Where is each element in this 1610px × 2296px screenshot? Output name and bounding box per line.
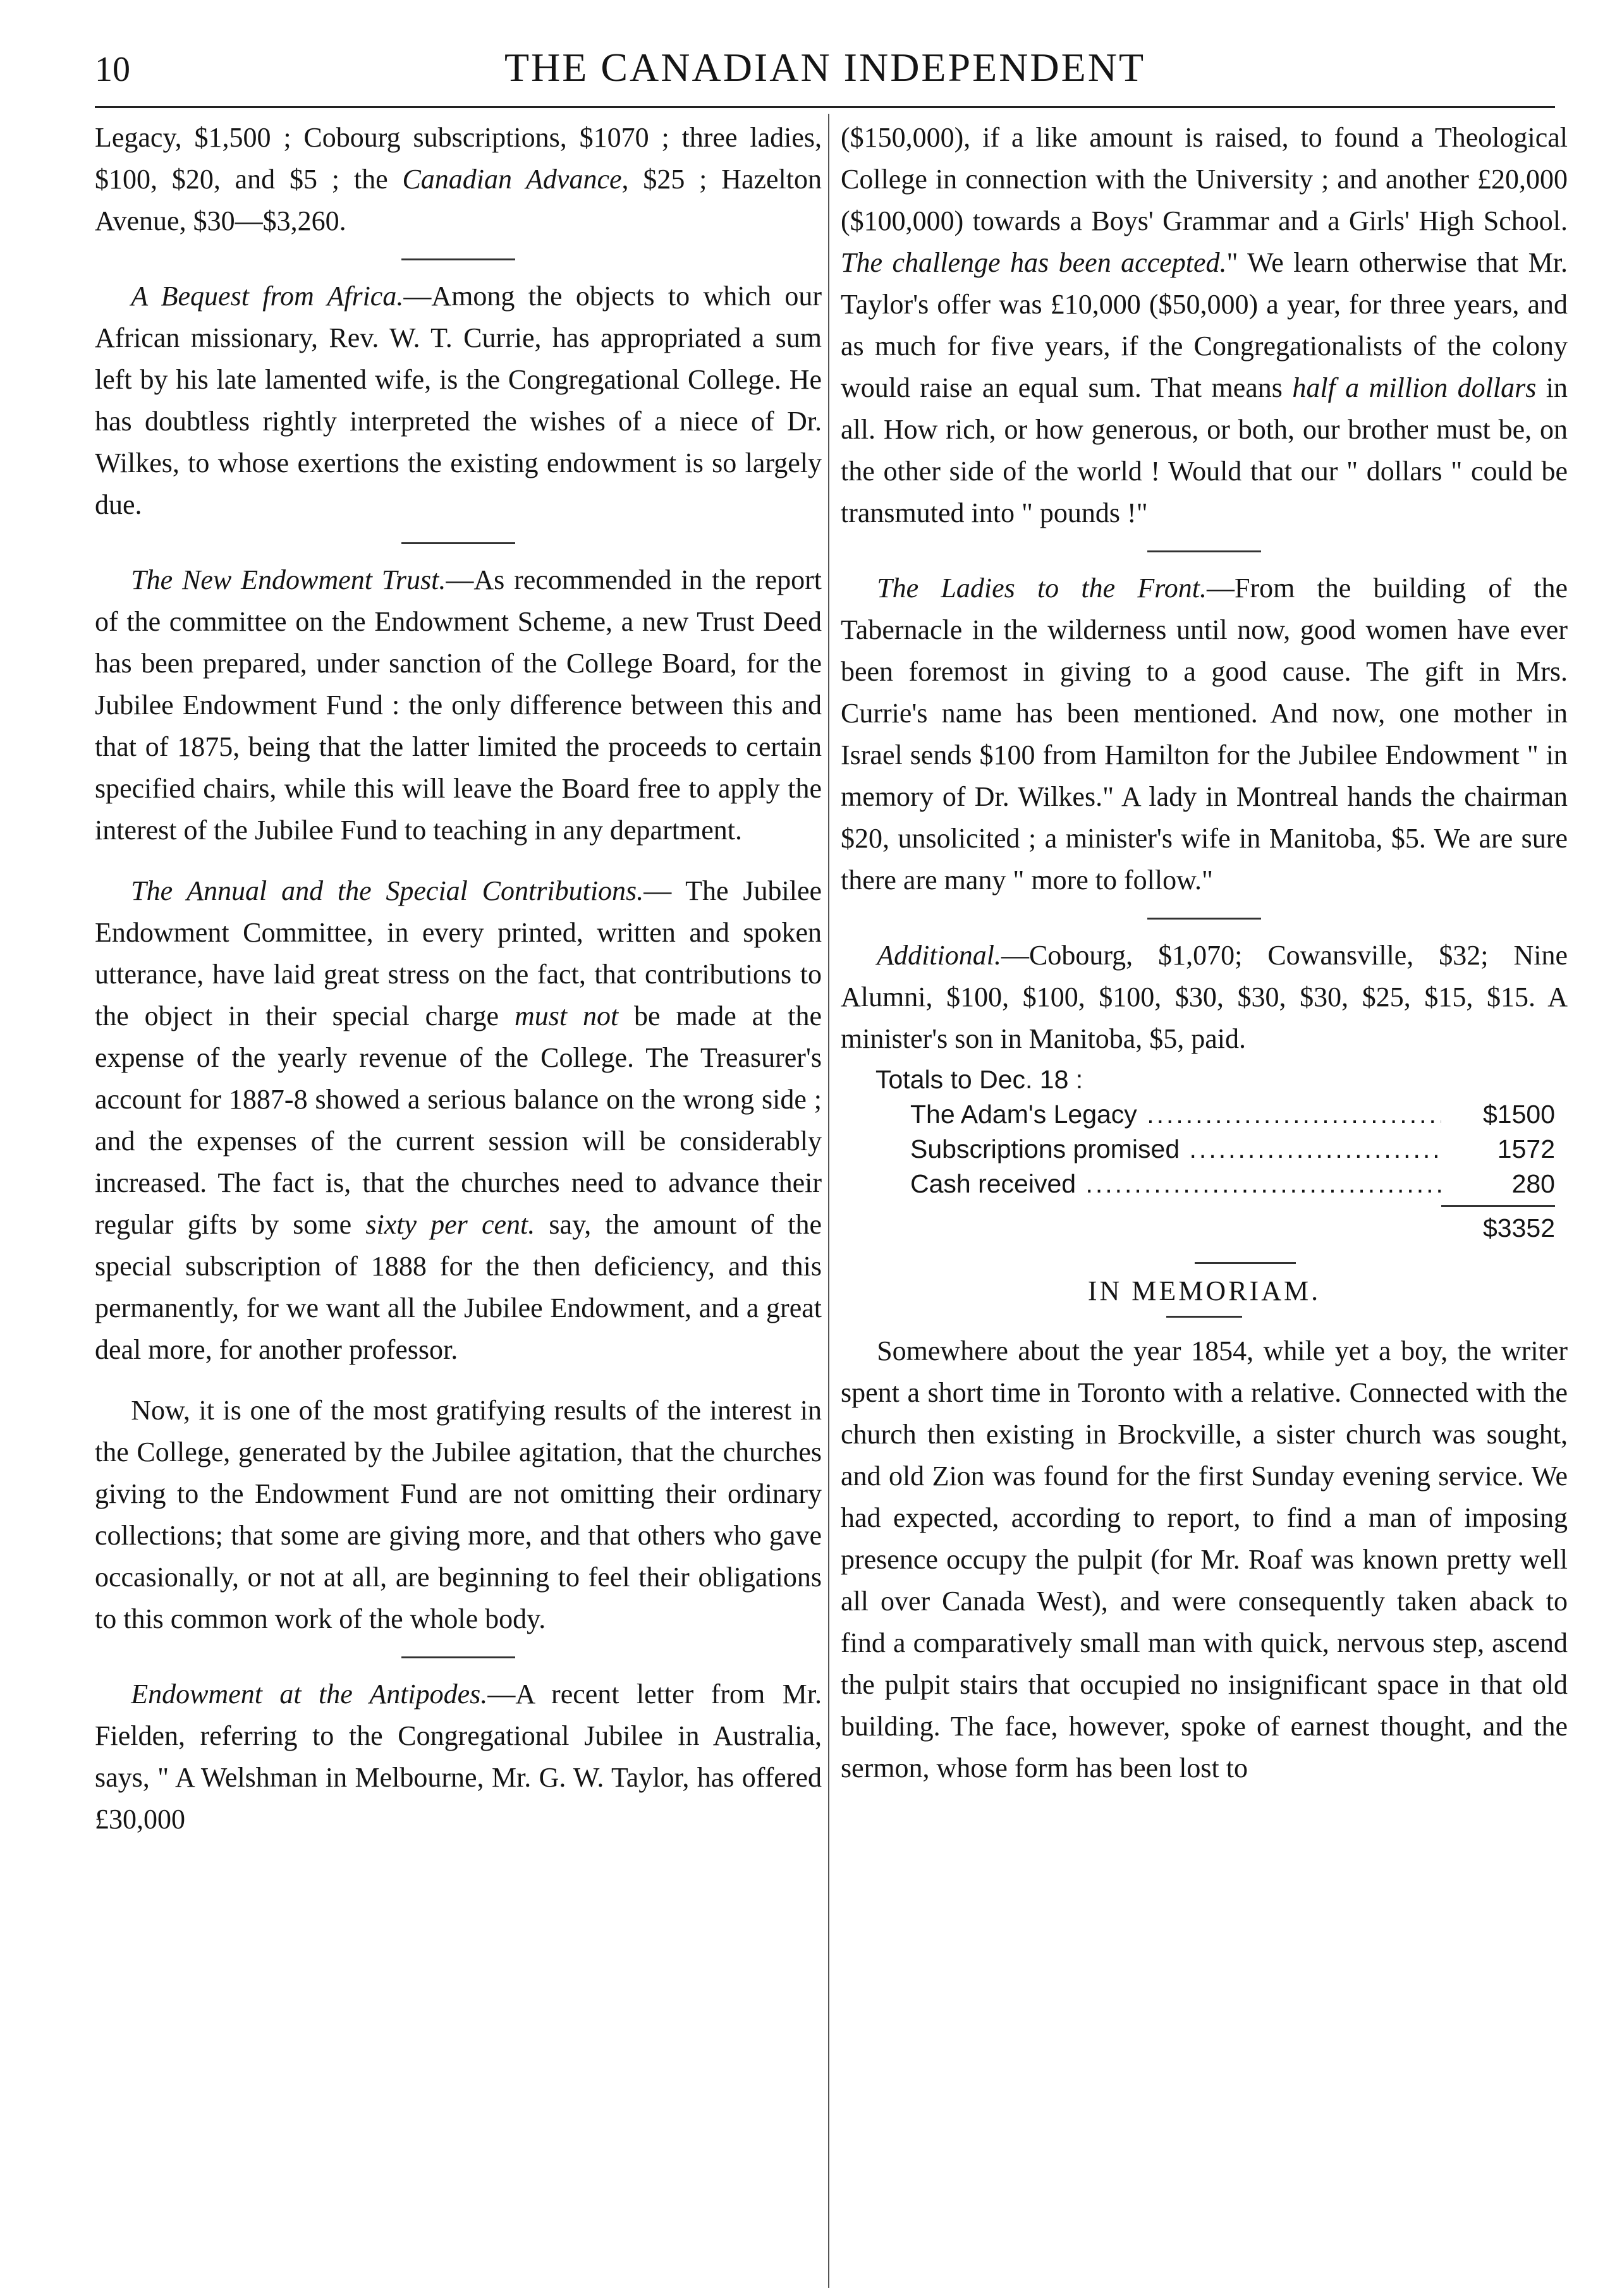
- legacy-paragraph: Legacy, $1,500 ; Cobourg subscriptions, $1070 ; three ladies, $100, $20, and $5 ; the Canadian Advance, $25 ; Hazelton Avenue, $30—$3,260.: [95, 122, 822, 236]
- title-underline: [1166, 1316, 1242, 1318]
- totals-row-amount: 280: [1511, 1169, 1555, 1198]
- ladies-heading: The Ladies to the Front.: [877, 573, 1207, 604]
- annual-heading: The Annual and the Special Contributions.: [131, 875, 644, 906]
- section-separator: [401, 1656, 515, 1658]
- header-rule: [95, 106, 1555, 108]
- running-title: THE CANADIAN INDEPENDENT: [504, 45, 1146, 90]
- right-column: [841, 117, 1568, 2278]
- totals-row-amount: 1572: [1497, 1134, 1555, 1163]
- antipodes-heading: Endowment at the Antipodes.: [131, 1679, 488, 1710]
- bequest-paragraph: A Bequest from Africa.—Among the objects to which our African missionary, Rev. W. T. Currie, has appropriated a sum left by his late lamented wife, is the Congregational College. He has doubtless rightly interpreted the wishes of a niece of Dr. Wilkes, to whose exertions the existing endowment is so largely due.: [95, 281, 822, 520]
- section-separator: [401, 258, 515, 260]
- ladies-paragraph: The Ladies to the Front.—From the building of the Tabernacle in the wilderness until now, good women have ever been foremost in giving to a good cause. The gift in Mrs. Currie's name has been mentioned. And now, one mother in Israel sends $100 from Hamilton for the Jubilee Endowment " in memory of Dr. Wilkes." A lady in Montreal hands the chairman $20, unsolicited ; a minister's wife in Manitoba, $5. We are sure there are many " more to follow.": [841, 573, 1568, 896]
- totals-row-label: Subscriptions promised .....: [910, 1132, 1441, 1167]
- newspaper-name: Canadian Advance: [402, 164, 622, 195]
- page-number: 10: [95, 50, 130, 89]
- totals-row: [841, 1097, 1568, 1132]
- totals-row-label: The Adam's Legacy .....: [910, 1097, 1441, 1132]
- totals-sum: $3352: [1482, 1213, 1555, 1242]
- totals-row-label: Cash received .....: [910, 1167, 1441, 1201]
- totals-table: [841, 1062, 1568, 1246]
- additional-heading: Additional.: [877, 940, 1001, 971]
- page-header: [95, 44, 1555, 107]
- totals-row: [841, 1132, 1568, 1167]
- section-separator: [1195, 1262, 1296, 1264]
- totals-rule: [1441, 1205, 1555, 1207]
- antipodes-paragraph: Endowment at the Antipodes.—A recent letter from Mr. Fielden, referring to the Congregational Jubilee in Australia, says, " A Welshman in Melbourne, Mr. G. W. Taylor, has offered £30,000: [95, 1679, 822, 1835]
- memoriam-title: IN MEMORIAM.: [1087, 1275, 1321, 1306]
- totals-row-amount: $1500: [1482, 1100, 1555, 1129]
- column-divider: [828, 114, 829, 2288]
- totals-label: Totals to Dec. 18 :: [875, 1065, 1083, 1094]
- section-separator: [401, 542, 515, 544]
- memoriam-paragraph: Somewhere about the year 1854, while yet a boy, the writer spent a short time in Toronto with a relative. Connected with the church then existing in Brockville, a sister church was sought, and old Zion was found for the first Sunday evening service. We had expected, according to report, to find a man of imposing presence occupy the pulpit (for Mr. Roaf was known pretty well all over Canada West), and were consequently taken aback to find a comparatively small man with quick, nervous step, ascend the pulpit stairs that occupied no insignificant space in that old building. The face, however, spoke of earnest thought, and the sermon, whose form has been lost to: [841, 1335, 1568, 1783]
- antipodes-continued: ($150,000), if a like amount is raised, to found a Theological College in connection with the University ; and another £20,000 ($100,000) towards a Boys' Grammar and a Girls' High School. The challenge has been accepted." We learn otherwise that Mr. Taylor's offer was £10,000 ($50,000) a year, for three years, and as much for five years, if the Congregationalists of the colony would raise an equal sum. That means half a million dollars in all. How rich, or how generous, or both, our brother must be, on the other side of the world ! Would that our " dollars " could be transmuted into " pounds !": [841, 122, 1568, 528]
- trust-paragraph: The New Endowment Trust.—As recommended in the report of the committee on the Endowment Scheme, a new Trust Deed has been prepared, under sanction of the College Board, for the Jubilee Endowment Fund : the only difference between this and that of 1875, being that the latter limited the proceeds to certain specified chairs, while this will leave the Board free to apply the interest of the Jubilee Fund to teaching in any department.: [95, 564, 822, 846]
- additional-paragraph: Additional.—Cobourg, $1,070; Cowansville, $32; Nine Alumni, $100, $100, $100, $30, $30, $30, $25, $15, $15. A minister's son in Manitoba, $5, paid.: [841, 940, 1568, 1054]
- trust-heading: The New Endowment Trust.: [131, 564, 446, 595]
- section-separator: [1147, 550, 1261, 552]
- section-separator: [1147, 918, 1261, 920]
- now-paragraph: Now, it is one of the most gratifying results of the interest in the College, generated by the Jubilee agitation, that the churches giving to the Endowment Fund are not omitting their ordinary collections; that some are giving more, and that others who gave occasionally, or not at all, are beginning to feel their obligations to this common work of the whole body.: [95, 1395, 822, 1634]
- bequest-heading: A Bequest from Africa.: [131, 281, 404, 312]
- annual-paragraph: The Annual and the Special Contributions.— The Jubilee Endowment Committee, in every printed, written and spoken utterance, have laid great stress on the fact, that contributions to the object in their special charge must not be made at the expense of the yearly revenue of the College. The Treasurer's account for 1887-8 showed a serious balance on the wrong side ; and the expenses of the current session will be considerably increased. The fact is, that the churches need to advance their regular gifts by some sixty per cent. say, the amount of the special subscription of 1888 for the then deficiency, and this permanently, for we want all the Jubilee Endowment, and a great deal more, for another professor.: [95, 875, 822, 1365]
- left-column: [95, 117, 822, 2278]
- totals-row: [841, 1167, 1568, 1201]
